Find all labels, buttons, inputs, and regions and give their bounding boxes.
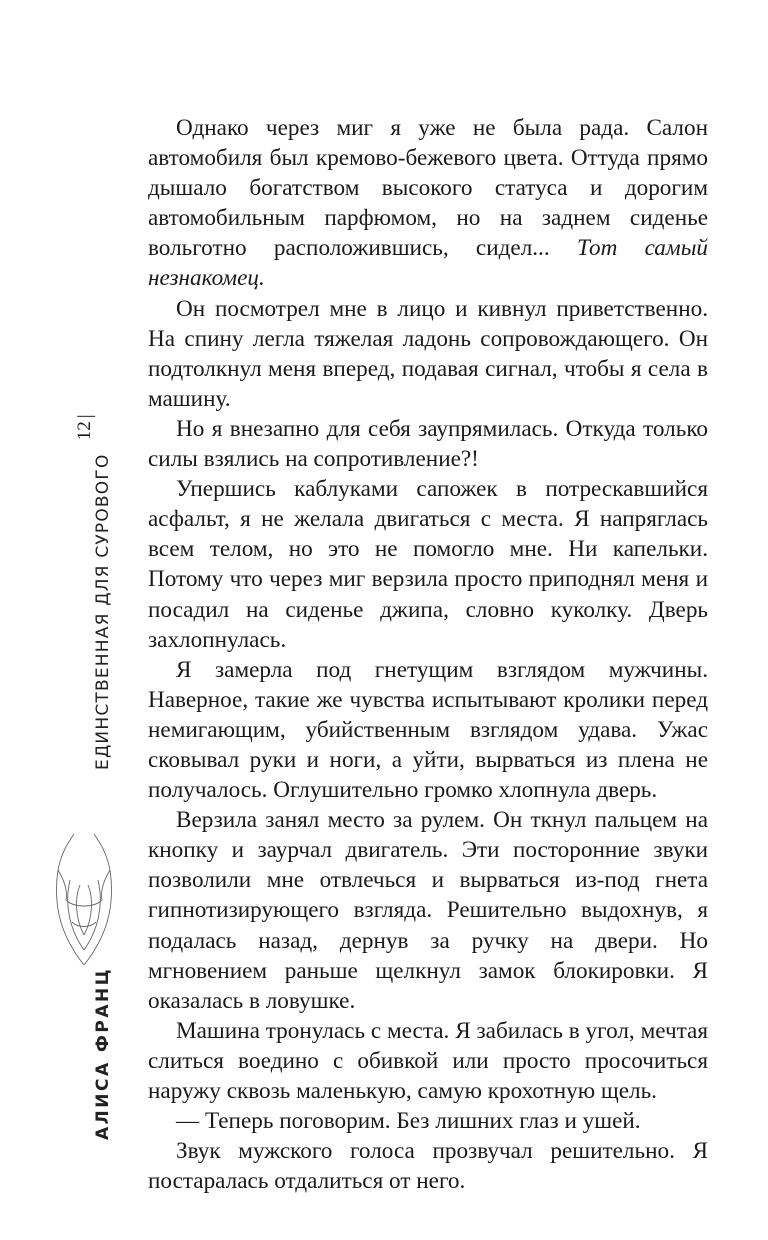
paragraph: Упершись каблуками сапожек в потрескавшийся асфальт, я не желала двигаться с места. Я напряглась всем телом, но это не помогло мне. Ни капельки. Потому что через миг верзила просто приподнял меня и посадил на сиденье джипа, словно куколку. Дверь захлопнулась.	[148, 476, 708, 653]
paragraph: Машина тронулась с места. Я забилась в угол, мечтая слиться воедино с обивкой или просто просочиться наружу сквозь маленькую, самую крохотную щель.	[148, 1017, 708, 1104]
italic-phrase: Тот самый незнакомец.	[148, 235, 708, 292]
paragraph: Но я внезапно для себя заупрямилась. Откуда только силы взялись на сопротивление?!	[148, 415, 708, 473]
page-number	[75, 406, 95, 450]
paragraph: Однако через миг я уже не была рада. Салон автомобиля был кремово-бежевого цвета. Оттуда прямо дышало богатством высокого статуса и дорогим автомобильным парфюмом, но на заднем сиденье вольготно расположившись, сидел... Тот самый незнакомец.	[148, 115, 708, 292]
paragraph: Я замерла под гнетущим взглядом мужчины. Наверное, такие же чувства испытывают кролики перед немигающим, убийственным взглядом удава. Ужас сковывал руки и ноги, а уйти, вырваться из плена не получалось. Оглушительно громко хлопнула дверь.	[148, 656, 708, 804]
lotus-hands-ornament-icon	[44, 830, 124, 970]
page-number-label: 12	[74, 421, 96, 441]
running-head	[0, 0, 130, 1240]
book-title: ЕДИНСТВЕННАЯ ДЛЯ СУРОВОГО	[93, 453, 113, 770]
author-name: АЛИСА ФРАНЦ	[93, 966, 113, 1140]
page-number-divider	[77, 415, 95, 416]
paragraph: Звук мужского голоса прозвучал решительно. Я постаралась отдалиться от него.	[148, 1138, 708, 1195]
body-text	[148, 113, 708, 1196]
dialogue-line: — Теперь поговорим. Без лишних глаз и ушей.	[176, 1108, 641, 1135]
paragraph: Он посмотрел мне в лицо и кивнул приветственно. На спину легла тяжелая ладонь сопровождающего. Он подтолкнул меня вперед, подавая сигнал, чтобы я села в машину.	[148, 295, 708, 412]
paragraph: Верзила занял место за рулем. Он ткнул пальцем на кнопку и заурчал двигатель. Эти посторонние звуки позволили мне отвлечься и вырваться из-под гнета гипнотизирующего взгляда. Решительно выдохнув, я подалась назад, дернув за ручку на двери. Но мгновением раньше щелкнул замок блокировки. Я оказалась в ловушке.	[148, 807, 708, 1014]
